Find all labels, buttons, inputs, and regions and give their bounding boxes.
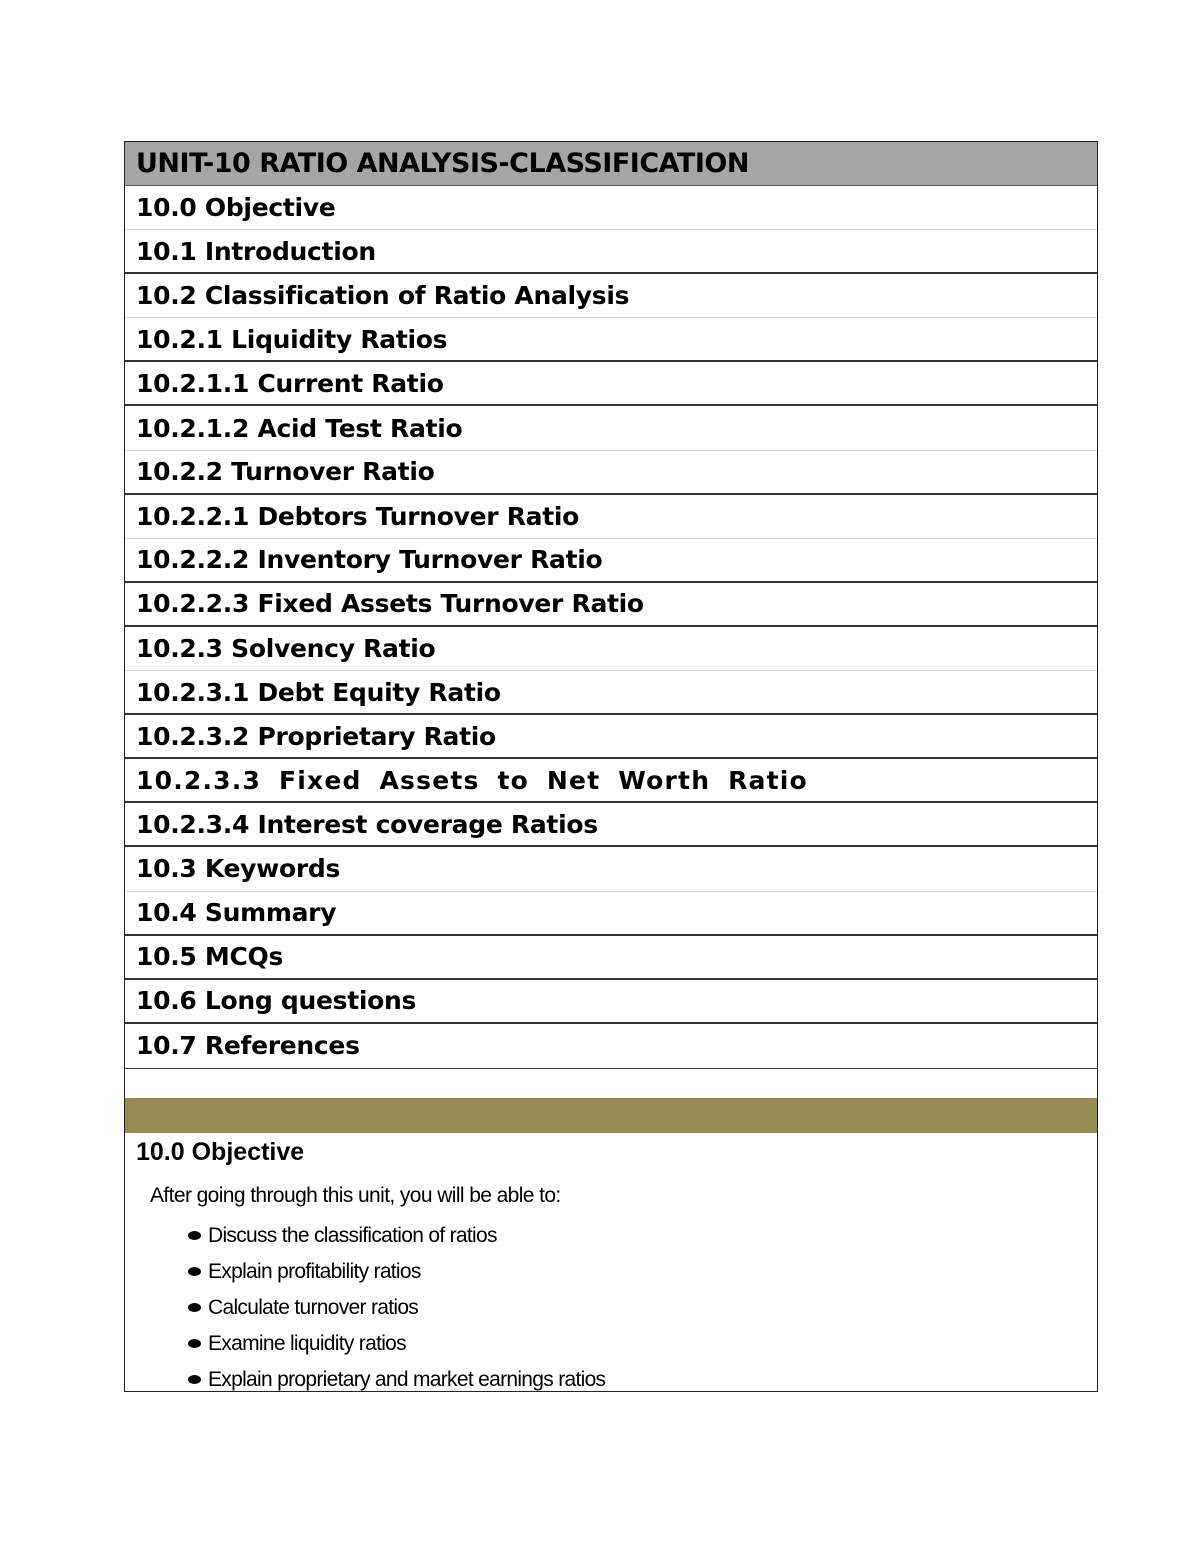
toc-entry: 10.2.1.1 Current Ratio	[125, 362, 1097, 406]
objective-item	[188, 1362, 1097, 1398]
toc-entry: 10.0 Objective	[125, 186, 1097, 230]
toc-entry: 10.2.1 Liquidity Ratios	[125, 318, 1097, 362]
bullet-icon	[188, 1231, 201, 1240]
toc-entry: 10.2.2.1 Debtors Turnover Ratio	[125, 495, 1097, 539]
objective-intro: After going through this unit, you will be able to:	[150, 1183, 561, 1207]
toc-entry: 10.2 Classification of Ratio Analysis	[125, 274, 1097, 318]
objective-item-text: Explain proprietary and market earnings ratios	[208, 1367, 606, 1391]
toc-entry: 10.3 Keywords	[125, 847, 1097, 891]
toc-entry: 10.7 References	[136, 1031, 360, 1061]
objective-item	[188, 1290, 1097, 1326]
objective-item	[188, 1326, 1097, 1362]
toc-entry: 10.2.2 Turnover Ratio	[125, 451, 1097, 495]
toc-entry: 10.2.3.3 Fixed Assets to Net Worth Ratio	[125, 759, 1097, 803]
section-divider-band	[125, 1098, 1097, 1133]
toc-entry: 10.2.3.1 Debt Equity Ratio	[125, 671, 1097, 715]
toc-entry: 10.2.2.2 Inventory Turnover Ratio	[125, 539, 1097, 583]
bullet-icon	[188, 1267, 201, 1276]
toc-entry: 10.5 MCQs	[125, 936, 1097, 980]
toc-entry: 10.2.3.2 Proprietary Ratio	[125, 715, 1097, 759]
objective-list	[125, 1218, 1097, 1398]
bullet-icon	[188, 1339, 201, 1348]
blank-row	[125, 1068, 1097, 1098]
objective-item-text: Discuss the classification of ratios	[208, 1223, 497, 1247]
objective-item-text: Explain profitability ratios	[208, 1259, 421, 1283]
objective-section	[125, 1133, 1097, 1391]
objective-item-text: Examine liquidity ratios	[208, 1331, 406, 1355]
objective-item	[188, 1254, 1097, 1290]
unit-title: UNIT-10 RATIO ANALYSIS-CLASSIFICATION	[125, 142, 1097, 186]
objective-item-text: Calculate turnover ratios	[208, 1295, 419, 1319]
objective-item	[188, 1218, 1097, 1254]
toc-entry: 10.6 Long questions	[125, 980, 1097, 1024]
toc-entry: 10.2.3.4 Interest coverage Ratios	[125, 803, 1097, 847]
objective-heading: 10.0 Objective	[136, 1137, 305, 1166]
toc-entry: 10.2.1.2 Acid Test Ratio	[125, 406, 1097, 450]
toc-entry: 10.2.3 Solvency Ratio	[125, 627, 1097, 671]
toc-entry: 10.4 Summary	[125, 892, 1097, 936]
toc-entry: 10.1 Introduction	[125, 230, 1097, 274]
toc-entry: 10.2.2.3 Fixed Assets Turnover Ratio	[125, 583, 1097, 627]
contents-table	[124, 141, 1098, 1392]
bullet-icon	[188, 1375, 201, 1384]
bullet-icon	[188, 1303, 201, 1312]
